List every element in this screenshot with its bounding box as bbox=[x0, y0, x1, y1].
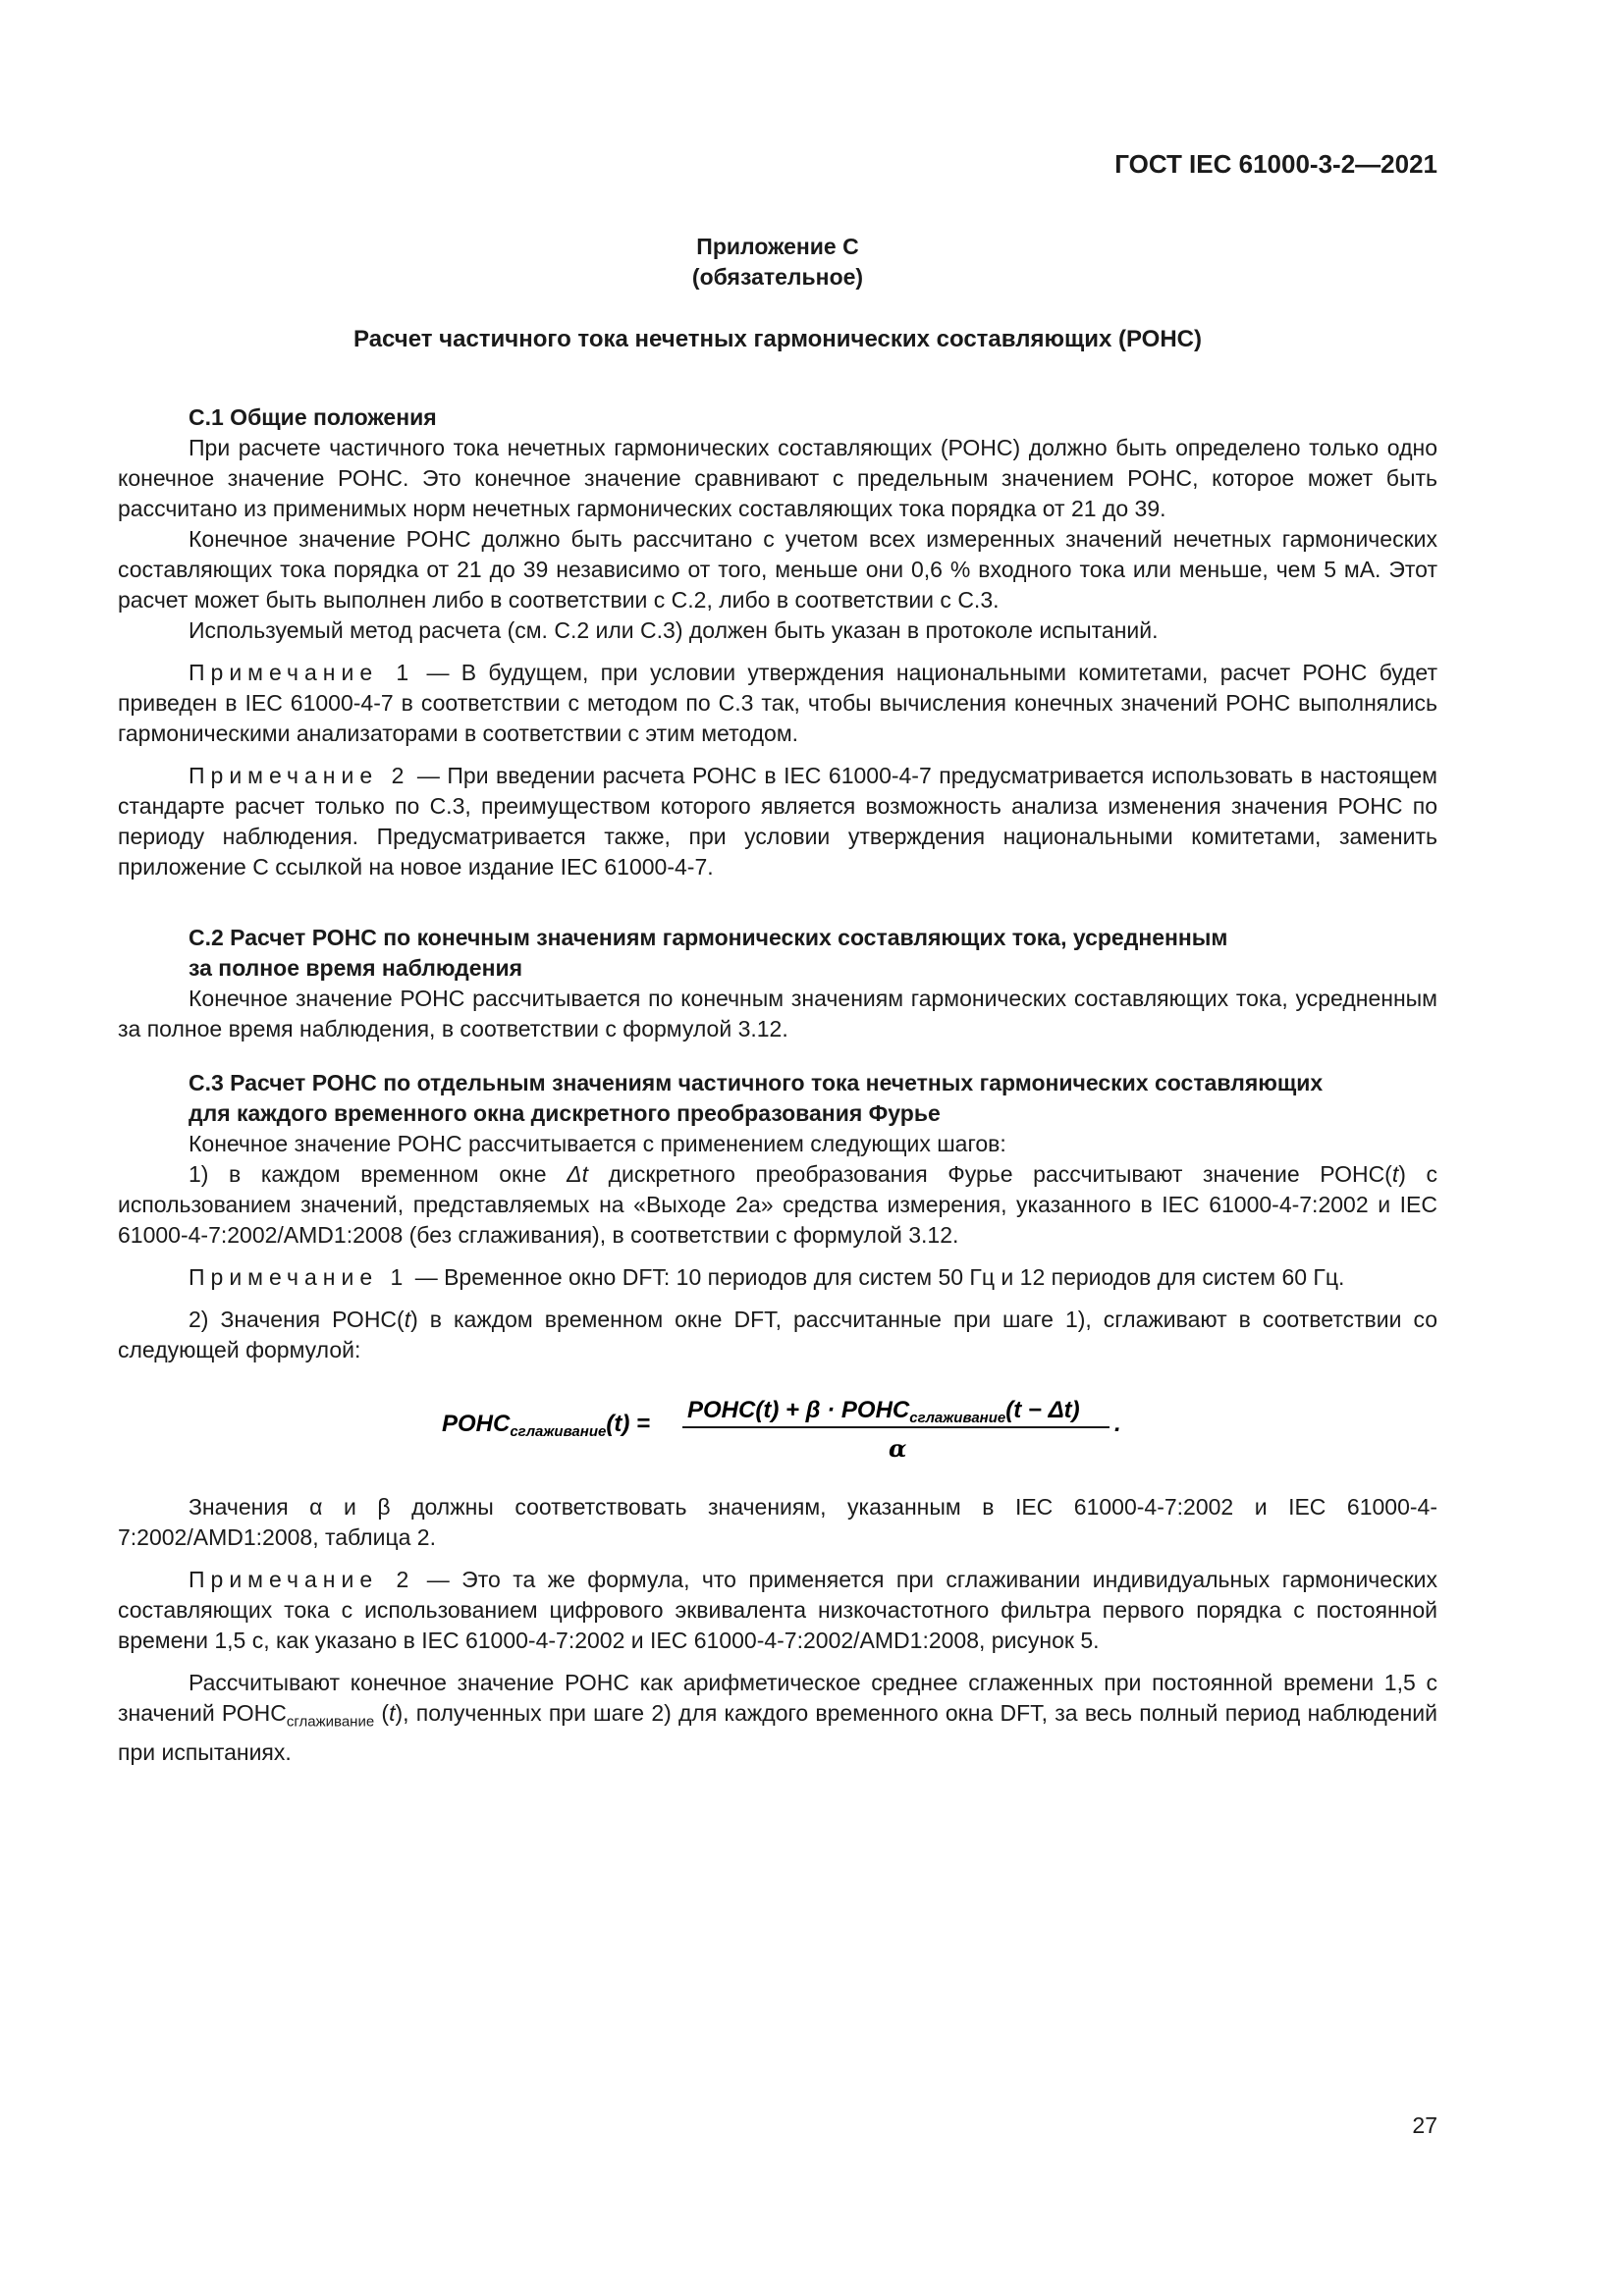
c3-alpha-beta-paragraph: Значения α и β должны соответствовать значениям, указанным в IEC 61000-4-7:2002 и IEC 61000-4-7:2002/AMD1:2008, таблица 2. bbox=[118, 1494, 1437, 1550]
c1-note-1 bbox=[118, 658, 1437, 749]
note-text: — При введении расчета РОНС в IEC 61000-4-7 предусматривается использовать в настоящем стандарте расчет только по С.3, преимуществом которого является возможность анализа изменения значения РОНС по периоду наблюдения. Предусматривается также, при условии утверждения национальными комитетами, заменить приложение С ссылкой на новое издание IEC 61000-4-7. bbox=[118, 763, 1437, 880]
smoothing-formula bbox=[432, 1392, 1139, 1470]
appendix-title: Приложение С bbox=[696, 234, 859, 259]
main-title: Расчет частичного тока нечетных гармонических составляющих (РОНС) bbox=[353, 326, 1202, 352]
text-run: ) в каждом временном окне DFT, рассчитанные при шаге 1), сглаживают в соответствии со следующей формулой: bbox=[118, 1307, 1437, 1362]
heading-line: С.2 Расчет РОНС по конечным значениям гармонических составляющих тока, усредненным bbox=[189, 925, 1228, 950]
c3-step-2 bbox=[118, 1305, 1437, 1365]
section-c3 bbox=[118, 1068, 1437, 1365]
heading-line: С.3 Расчет РОНС по отдельным значениям частичного тока нечетных гармонических составляющих bbox=[189, 1070, 1324, 1095]
formula-denominator: α bbox=[889, 1434, 907, 1463]
text-run: дискретного преобразования Фурье рассчитывают значение РОНС( bbox=[587, 1161, 1392, 1187]
note-label: Примечание 1 bbox=[189, 1264, 409, 1290]
c3-step-1 bbox=[118, 1159, 1437, 1251]
t-symbol: t bbox=[404, 1307, 411, 1332]
formula-numerator: РОНС(t) + $\beta \cdot РОНС_{сглаживание}(t - \Delta t)$ bbox=[687, 1397, 1080, 1426]
c3-note-1 bbox=[118, 1262, 1437, 1293]
text-run: Рассчитывают конечное значение РОНС как арифметическое среднее сглаженных при постоянной времени 1,5 с значений РОНС bbox=[118, 1670, 1437, 1726]
heading-line: за полное время наблюдения bbox=[189, 955, 523, 981]
page-number: 27 bbox=[1412, 2112, 1437, 2138]
subscript: сглаживание bbox=[286, 1713, 375, 1731]
appendix-heading bbox=[118, 232, 1437, 293]
appendix-status: (обязательное) bbox=[691, 264, 864, 290]
heading-line: для каждого временного окна дискретного преобразования Фурье bbox=[189, 1100, 941, 1126]
note-text: — Это та же формула, что применяется при сглаживании индивидуальных гармонических составляющих тока с использованием цифрового эквивалента низкочастотного фильтра первого порядка с постоянной времени 1,5 с, как указано в IEC 61000-4-7:2002 и IEC 61000-4-7:2002/AMD1:2008, рисунок 5. bbox=[118, 1567, 1437, 1653]
delta-t-symbol: Δt bbox=[567, 1161, 588, 1187]
section-c2 bbox=[118, 923, 1437, 1044]
formula-lhs: $РОНС_{сглаживание}(t)$ = bbox=[442, 1411, 651, 1440]
section-c1 bbox=[118, 402, 1437, 882]
formula-end: . bbox=[1114, 1411, 1121, 1437]
note-text: — Временное окно DFT: 10 периодов для систем 50 Гц и 12 периодов для систем 60 Гц. bbox=[408, 1264, 1345, 1290]
text-run: ( bbox=[374, 1700, 390, 1726]
text-run: 1) в каждом временном окне bbox=[189, 1161, 568, 1187]
c1-paragraph-3: Используемый метод расчета (см. С.2 или С.3) должен быть указан в протоколе испытаний. bbox=[189, 617, 1159, 643]
section-c3-heading bbox=[118, 1068, 1437, 1129]
note-text: — В будущем, при условии утверждения национальными комитетами, расчет РОНС будет приведен в IEC 61000-4-7 в соответствии с методом по С.3 так, чтобы вычисления конечных значений РОНС выполнялись гармоническими анализаторами в соответствии с этим методом. bbox=[118, 660, 1437, 746]
note-label: Примечание 2 bbox=[189, 1567, 415, 1592]
note-label: Примечание 2 bbox=[189, 763, 410, 788]
text-run: ), полученных при шаге 2) для каждого временного окна DFT, за весь полный период наблюдений при испытаниях. bbox=[118, 1700, 1437, 1765]
note-label: Примечание 1 bbox=[189, 660, 415, 685]
c3-paragraph-1: Конечное значение РОНС рассчитывается с применением следующих шагов: bbox=[189, 1131, 1006, 1156]
t-symbol: t bbox=[1391, 1161, 1399, 1187]
section-c2-heading bbox=[118, 923, 1437, 984]
c3-final-paragraph bbox=[118, 1668, 1437, 1768]
c2-paragraph-1: Конечное значение РОНС рассчитывается по конечным значениям гармонических составляющих тока, усредненным за полное время наблюдения, в соответствии с формулой 3.12. bbox=[118, 986, 1437, 1041]
c1-note-2 bbox=[118, 761, 1437, 882]
c1-paragraph-2: Конечное значение РОНС должно быть рассчитано с учетом всех измеренных значений нечетных гармонических составляющих тока порядка от 21 до 39 независимо от того, меньше они 0,6 % входного тока или меньше, чем 5 мА. Этот расчет может быть выполнен либо в соответствии с С.2, либо в соответствии с С.3. bbox=[118, 526, 1437, 613]
standard-designation: ГОСТ IEC 61000-3-2—2021 bbox=[1114, 149, 1437, 179]
c3-note-2 bbox=[118, 1565, 1437, 1656]
t-symbol: t bbox=[389, 1700, 396, 1726]
text-run: 2) Значения РОНС( bbox=[189, 1307, 405, 1332]
c1-paragraph-1: При расчете частичного тока нечетных гармонических составляющих (РОНС) должно быть определено только одно конечное значение РОНС. Это конечное значение сравнивают с предельным значением РОНС, которое может быть рассчитано из применимых норм нечетных гармонических составляющих тока порядка от 21 до 39. bbox=[118, 435, 1437, 521]
section-c3-continued bbox=[118, 1492, 1437, 1768]
text-run: ) с использованием значений, представляемых на «Выходе 2а» средства измерения, указанного в IEC 61000-4-7:2002 и IEC 61000-4-7:2002/AMD1:2008 (без сглаживания), в соответствии с формулой 3.12. bbox=[118, 1161, 1437, 1248]
section-c1-heading: С.1 Общие положения bbox=[189, 404, 437, 430]
